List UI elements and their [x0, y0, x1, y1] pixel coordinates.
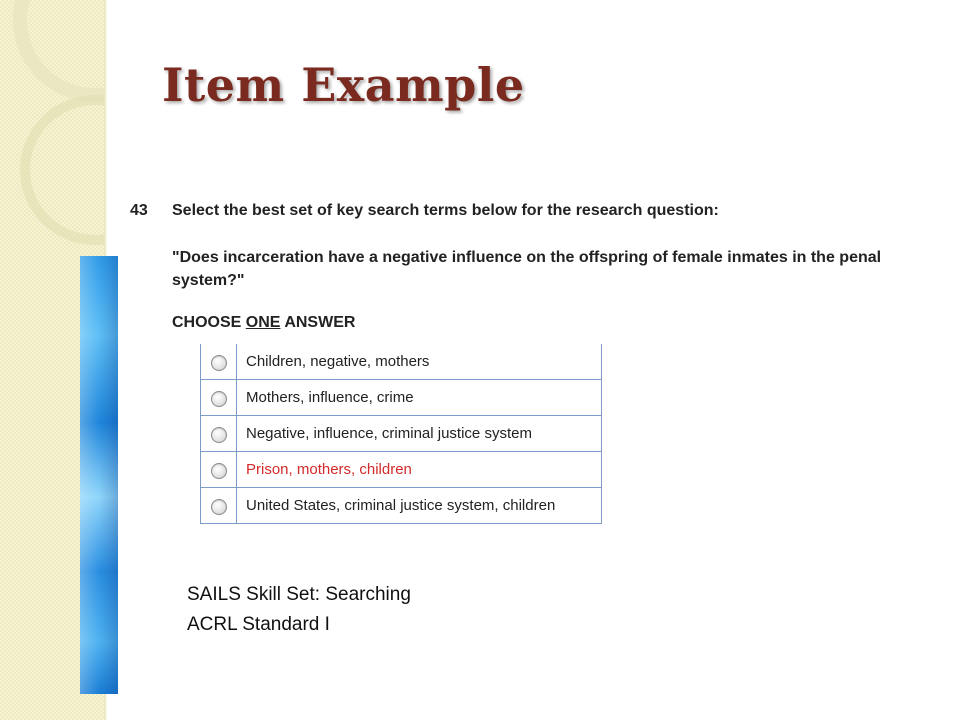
question-number: 43	[130, 202, 148, 219]
answer-label-correct: Prison, mothers, children	[246, 461, 412, 478]
answer-options-table	[200, 344, 602, 524]
radio-cell	[201, 416, 237, 451]
instruction-suffix: ANSWER	[280, 314, 356, 331]
answer-instruction	[172, 314, 355, 332]
radio-button[interactable]	[211, 427, 227, 443]
answer-label: Negative, influence, criminal justice system	[246, 425, 532, 442]
answer-label: United States, criminal justice system, children	[246, 497, 556, 514]
research-question: "Does incarceration have a negative influence on the offspring of female inmates in the penal system?"	[172, 249, 882, 289]
radio-cell	[201, 452, 237, 487]
instruction-prefix: CHOOSE	[172, 314, 246, 331]
radio-cell	[201, 488, 237, 523]
answer-option[interactable]	[201, 344, 601, 380]
radio-button[interactable]	[211, 463, 227, 479]
answer-label: Children, negative, mothers	[246, 353, 430, 370]
radio-button[interactable]	[211, 391, 227, 407]
decorative-circles	[0, 0, 106, 260]
blue-accent-bar	[80, 256, 118, 694]
standard-label: ACRL Standard I	[187, 614, 330, 635]
answer-option-correct[interactable]	[201, 452, 601, 488]
instruction-emphasis: ONE	[245, 314, 281, 331]
skill-set-label: SAILS Skill Set: Searching	[187, 584, 411, 605]
answer-option[interactable]	[201, 416, 601, 452]
slide-title: Item Example	[162, 58, 525, 112]
radio-cell	[201, 380, 237, 415]
answer-option[interactable]	[201, 488, 601, 524]
radio-cell	[201, 344, 237, 379]
answer-label: Mothers, influence, crime	[246, 389, 414, 406]
radio-button[interactable]	[211, 499, 227, 515]
radio-button[interactable]	[211, 355, 227, 371]
answer-option[interactable]	[201, 380, 601, 416]
question-prompt: Select the best set of key search terms below for the research question:	[172, 202, 719, 219]
